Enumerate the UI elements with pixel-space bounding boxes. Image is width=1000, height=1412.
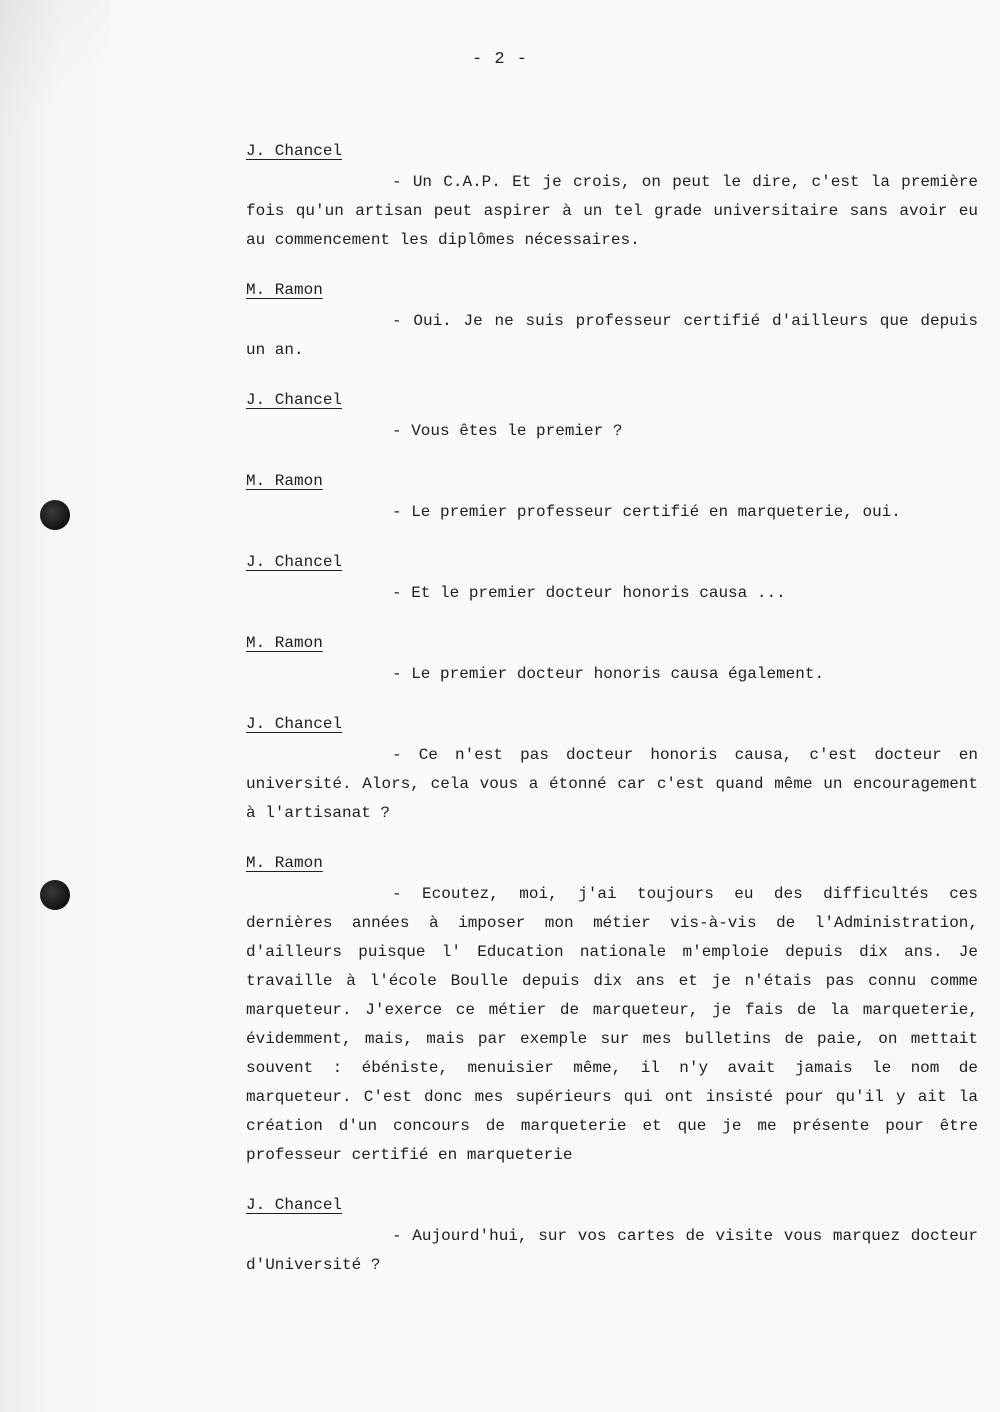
- utterance-text: - Ce n'est pas docteur honoris causa, c'est docteur en université. Alors, cela vous a étonné car c'est quand même un encouragement à l'artisanat ?: [246, 746, 978, 822]
- speaker-name: M. Ramon: [246, 281, 323, 299]
- utterance-text: - Vous êtes le premier ?: [392, 422, 623, 440]
- speaker-name: J. Chancel: [246, 391, 343, 409]
- dialogue-entry: [246, 711, 982, 828]
- speaker-name: J. Chancel: [246, 553, 343, 571]
- speaker-name: M. Ramon: [246, 634, 323, 652]
- utterance-text: - Ecoutez, moi, j'ai toujours eu des difficultés ces dernières années à imposer mon métier vis-à-vis de l'Administration, d'ailleurs puisque l' Education nationale m'emploie depuis dix ans. Je travaille à l'école Boulle depuis dix ans et je n'étais pas connu comme marqueteur. J'exerce ce métier de marqueteur, je fais de la marqueterie, évidemment, mais, mais par exemple sur mes bulletins de paie, on mettait souvent : ébéniste, menuisier même, il n'y avait jamais le nom de marqueteur. C'est donc mes supérieurs qui ont insisté pour qu'il y ait la création d'un concours de marqueterie et que je me présente pour être professeur certifié en marqueterie: [246, 885, 978, 1164]
- dialogue-entry: [246, 850, 982, 1170]
- page-number: - 2 -: [471, 50, 528, 69]
- speaker-name: J. Chancel: [246, 1196, 343, 1214]
- speaker-name: M. Ramon: [246, 854, 323, 872]
- dialogue-entry: [246, 630, 982, 689]
- punch-hole-icon: [40, 880, 70, 910]
- utterance-text: - Oui. Je ne suis professeur certifié d'ailleurs que depuis un an.: [246, 312, 978, 359]
- dialogue-entry: [246, 138, 982, 255]
- utterance-text: - Un C.A.P. Et je crois, on peut le dire, c'est la première fois qu'un artisan peut aspirer à un tel grade universitaire sans avoir eu au commencement les diplômes nécessaires.: [246, 173, 978, 249]
- utterance-text: - Le premier professeur certifié en marqueterie, oui.: [392, 503, 901, 521]
- interview-transcript: [246, 138, 982, 1302]
- dialogue-entry: [246, 387, 982, 446]
- speaker-name: J. Chancel: [246, 715, 343, 733]
- utterance-text: - Le premier docteur honoris causa également.: [392, 665, 825, 683]
- utterance-text: - Aujourd'hui, sur vos cartes de visite vous marquez docteur d'Université ?: [246, 1227, 978, 1274]
- dialogue-entry: [246, 468, 982, 527]
- dialogue-entry: [246, 277, 982, 365]
- speaker-name: J. Chancel: [246, 142, 343, 160]
- dialogue-entry: [246, 1192, 982, 1280]
- utterance-text: - Et le premier docteur honoris causa ...: [392, 584, 786, 602]
- punch-hole-icon: [40, 500, 70, 530]
- dialogue-entry: [246, 549, 982, 608]
- speaker-name: M. Ramon: [246, 472, 323, 490]
- paper-fold-shadow: [0, 0, 110, 160]
